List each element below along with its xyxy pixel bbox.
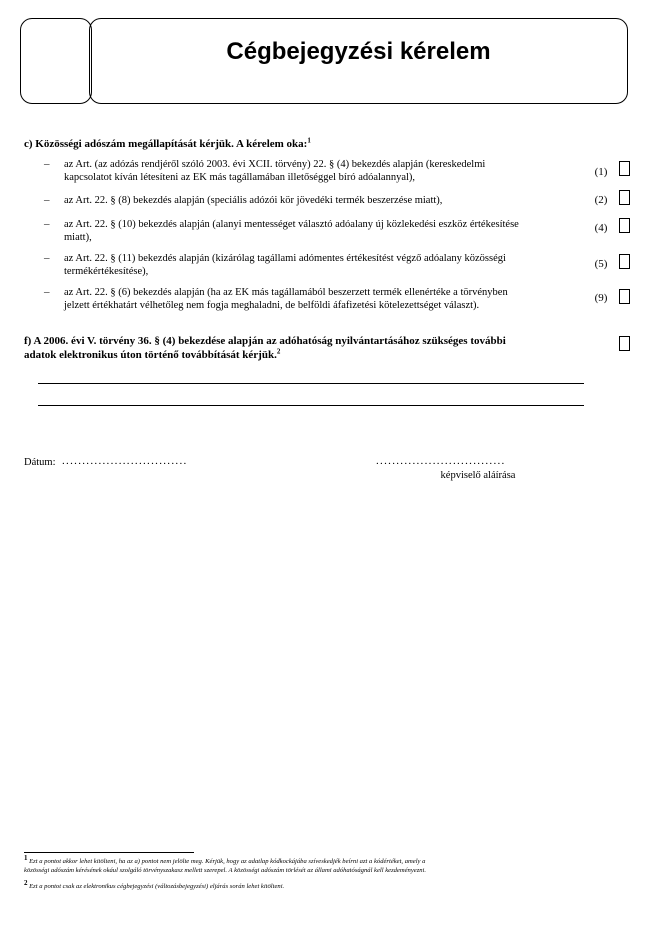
code-checkbox-4[interactable] [619, 218, 630, 233]
item-text-line: kapcsolatot kíván létesíteni az EK más tagállamában illetőséggel bíró adóalannyal), [64, 172, 416, 183]
item-dash: – [44, 194, 50, 206]
footnote-ref-2: 2 [276, 347, 281, 356]
page-title: Cégbejegyzési kérelem [226, 38, 491, 65]
footnote-text: Ezt a pontot akkor lehet kitölteni, ha az a) pontot nem jelölte meg. Kérjük, hogy az adatlap kódkockájába szíveskedjék beírni azt a kódértéket, amely a [29, 858, 426, 865]
item-code: (4) [594, 222, 608, 234]
entry-line[interactable] [38, 383, 584, 384]
entry-line[interactable] [38, 405, 584, 406]
list-item [64, 286, 584, 312]
footnote-2 [24, 878, 614, 891]
footnote-ref-1: 1 [307, 136, 311, 145]
list-item [64, 252, 584, 278]
date-field[interactable]: ............................... [62, 455, 188, 467]
item-dash: – [44, 158, 50, 170]
signature-field[interactable]: ................................ [376, 455, 506, 467]
item-dash: – [44, 252, 50, 264]
item-text-line: jelzett értékhatárt vélhetőleg nem fogja meghaladni, de belföldi áfafizetési kötelezettséget választ). [64, 300, 480, 311]
footnote-number: 2 [24, 878, 28, 887]
item-dash: – [44, 286, 50, 298]
item-code: (1) [594, 166, 608, 178]
item-code: (5) [594, 258, 608, 270]
item-dash: – [44, 218, 50, 230]
footnote-divider [24, 852, 194, 853]
code-checkbox-1[interactable] [619, 161, 630, 176]
footnote-1 [24, 853, 614, 875]
list-item [64, 218, 584, 244]
section-c-heading-text: c) Közösségi adószám megállapítását kérjük. A kérelem oka: [24, 138, 308, 150]
item-text-line: az Art. (az adózás rendjéről szóló 2003. évi XCII. törvény) 22. § (4) bekezdés alapján (kereskedelmi [64, 159, 486, 170]
footnote-text: Ezt a pontot csak az elektronikus cégbejegyzési (változásbejegyzési) eljárás során lehet kitölteni. [29, 883, 285, 890]
footnote-text: közösségi adószám kérésének okául szolgáló törvényszakasz mellett szerepel. A közösségi adószám törlését az állami adóhatóságnál kell kezdeményezni. [24, 867, 427, 874]
section-f-line: adatok elektronikus úton történő továbbítását kérjük. [24, 349, 277, 361]
item-code: (9) [594, 292, 608, 304]
item-text-line: az Art. 22. § (6) bekezdés alapján (ha az EK más tagállamából beszerzett termék ellenértéke a törvényben [64, 287, 508, 298]
list-item [64, 158, 584, 184]
header-left-box [20, 18, 92, 104]
electronic-transfer-checkbox[interactable] [619, 336, 630, 351]
signature-caption: képviselő aláírása [440, 470, 516, 481]
item-text-line: termékértékesítése), [64, 266, 149, 277]
item-text-line: az Art. 22. § (10) bekezdés alapján (alanyi mentességet választó adóalany új közlekedési eszköz értékesítése [64, 219, 519, 230]
section-f-line: f) A 2006. évi V. törvény 36. § (4) bekezdése alapján az adóhatóság nyilvántartásához szükséges további [24, 335, 506, 347]
item-text-line: miatt), [64, 232, 92, 243]
code-checkbox-2[interactable] [619, 190, 630, 205]
list-item [64, 194, 584, 207]
footnote-number: 1 [24, 853, 28, 862]
section-c-heading [24, 137, 311, 151]
item-code: (2) [594, 194, 608, 206]
item-text-line: az Art. 22. § (8) bekezdés alapján (speciális adózói kör jövedéki termék beszerzése miatt), [64, 195, 443, 206]
section-f-heading [24, 334, 594, 362]
code-checkbox-9[interactable] [619, 289, 630, 304]
date-label: Dátum: [24, 457, 56, 468]
item-text-line: az Art. 22. § (11) bekezdés alapján (kizárólag tagállami adómentes értékesítést végző adóalany közösségi [64, 253, 506, 264]
code-checkbox-5[interactable] [619, 254, 630, 269]
